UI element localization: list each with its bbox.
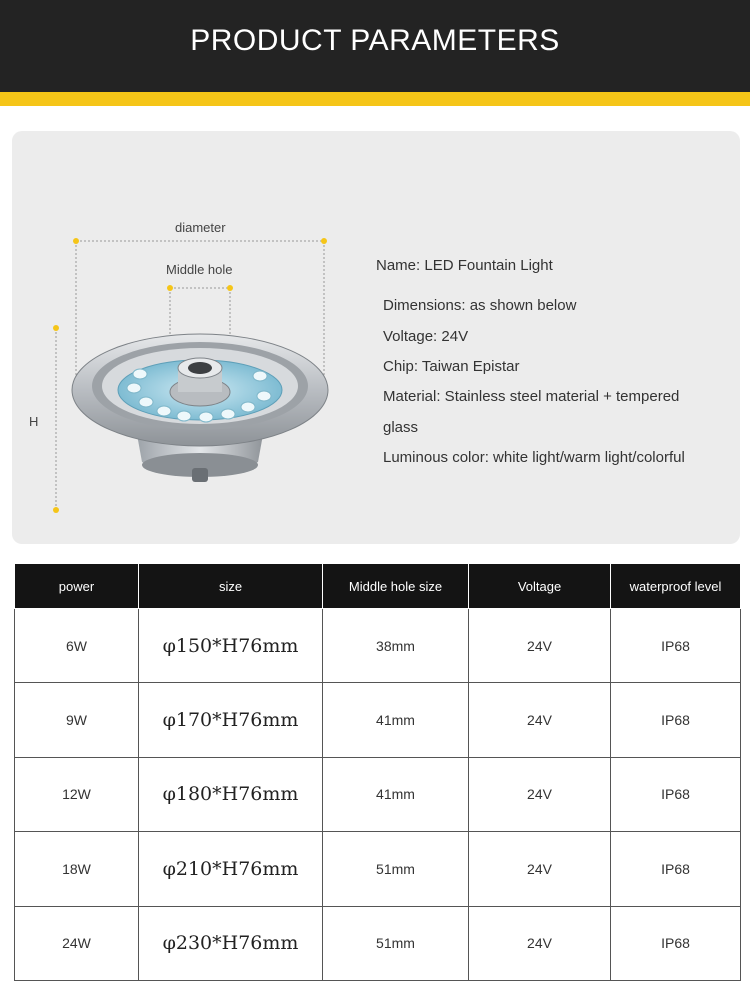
header-size: size xyxy=(139,564,323,609)
middle-hole-cell: 41mm xyxy=(323,757,469,831)
waterproof-cell: IP68 xyxy=(611,757,741,831)
spec-material-continued: glass xyxy=(383,419,419,436)
middle-hole-cell: 41mm xyxy=(323,683,469,757)
size-cell: φ180*H76mm xyxy=(139,757,323,831)
voltage-cell: 24V xyxy=(469,757,611,831)
spec-voltage: Voltage: 24V xyxy=(383,328,469,345)
middle-hole-label: Middle hole xyxy=(166,262,233,277)
size-cell: φ170*H76mm xyxy=(139,683,323,757)
size-cell: φ210*H76mm xyxy=(139,832,323,906)
voltage-cell: 24V xyxy=(469,906,611,980)
waterproof-cell: IP68 xyxy=(611,832,741,906)
spec-dimensions: Dimensions: as shown below xyxy=(383,297,577,314)
voltage-cell: 24V xyxy=(469,609,611,683)
header-waterproof-level: waterproof level xyxy=(611,564,741,609)
waterproof-cell: IP68 xyxy=(611,906,741,980)
table-row xyxy=(15,906,741,980)
middle-hole-cell: 38mm xyxy=(323,609,469,683)
spec-material: Material: Stainless steel material + tempered xyxy=(383,388,680,405)
table-header-row xyxy=(15,564,741,609)
size-cell: φ230*H76mm xyxy=(139,906,323,980)
table-row xyxy=(15,757,741,831)
power-cell: 6W xyxy=(15,609,139,683)
size-cell: φ150*H76mm xyxy=(139,609,323,683)
header-voltage: Voltage xyxy=(469,564,611,609)
spec-luminous-color: Luminous color: white light/warm light/colorful xyxy=(383,449,685,466)
spec-chip: Chip: Taiwan Epistar xyxy=(383,358,520,375)
header-power: power xyxy=(15,564,139,609)
middle-hole-cell: 51mm xyxy=(323,832,469,906)
power-cell: 24W xyxy=(15,906,139,980)
waterproof-cell: IP68 xyxy=(611,609,741,683)
header-middle-hole-size: Middle hole size xyxy=(323,564,469,609)
height-label: H xyxy=(29,414,39,429)
diameter-label: diameter xyxy=(175,220,226,235)
header-accent-stripe xyxy=(0,92,750,106)
table-row xyxy=(15,832,741,906)
table-row xyxy=(15,609,741,683)
table-row xyxy=(15,683,741,757)
fountain-light-image xyxy=(22,200,342,540)
page-title: PRODUCT PARAMETERS xyxy=(190,24,560,57)
height-marker xyxy=(53,325,59,513)
power-cell: 12W xyxy=(15,757,139,831)
voltage-cell: 24V xyxy=(469,683,611,757)
voltage-cell: 24V xyxy=(469,832,611,906)
waterproof-cell: IP68 xyxy=(611,683,741,757)
power-cell: 18W xyxy=(15,832,139,906)
middle-hole-cell: 51mm xyxy=(323,906,469,980)
spec-name: Name: LED Fountain Light xyxy=(376,257,553,274)
parameters-table xyxy=(14,563,741,981)
power-cell: 9W xyxy=(15,683,139,757)
